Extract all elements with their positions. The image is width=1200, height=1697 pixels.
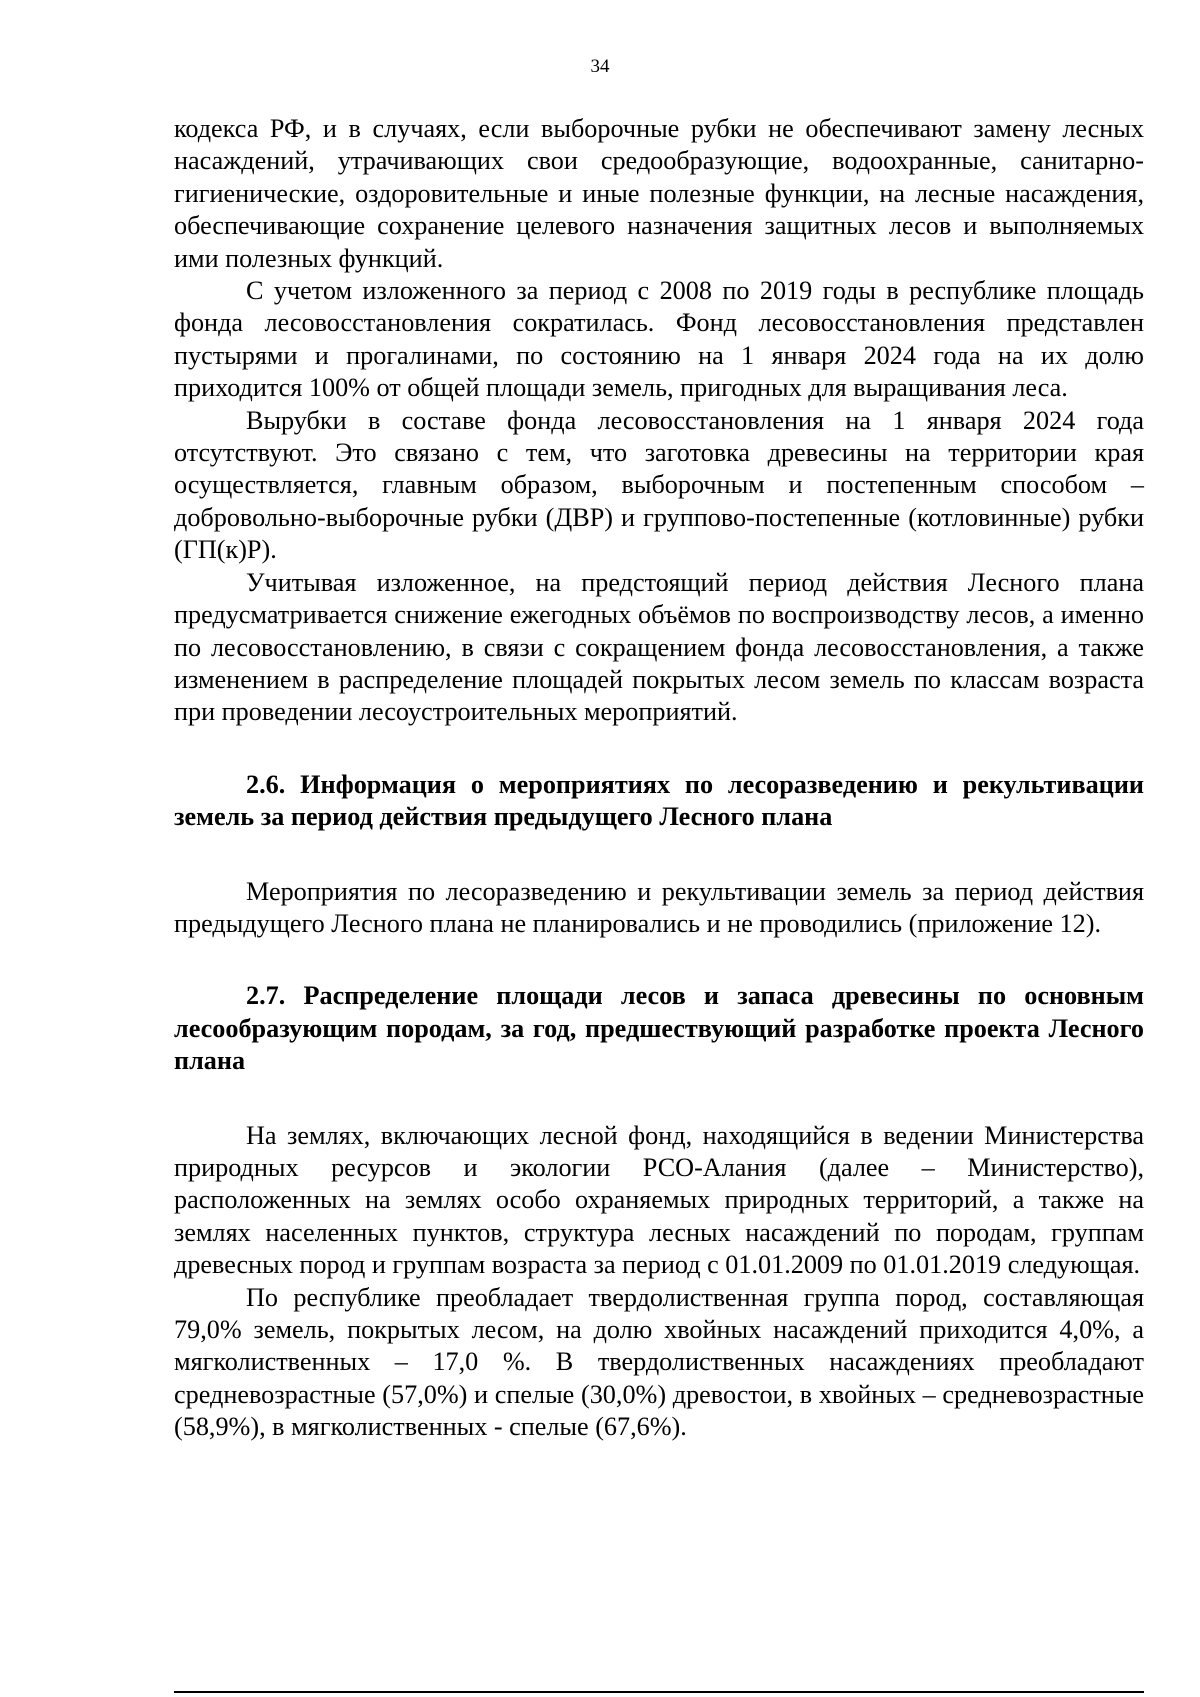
section-heading-2-6: 2.6. Информация о мероприятиях по лесоразведению и рекультивации земель за период действия предыдущего Лесного плана [174, 769, 1144, 832]
spacer [174, 729, 1144, 769]
paragraph-planned-reduction: Учитывая изложенное, на предстоящий период действия Лесного плана предусматривается снижение ежегодных объёмов по воспроизводству лесов, а именно по лесовосстановлению, в связи с сокращением фонда лесовосстановления, а также изменением в распределение площадей покрытых лесом земель по классам возраста при проведении лесоустроительных мероприятий. [174, 567, 1144, 727]
paragraph-afforestation: Мероприятия по лесоразведению и рекультивации земель за период действия предыдущего Лесного плана не планировались и не проводились (приложение 12). [174, 876, 1144, 938]
spacer [174, 834, 1144, 876]
section-heading-2-7: 2.7. Распределение площади лесов и запаса древесины по основным лесообразующим породам, за год, предшествующий разработке проекта Лесного плана [174, 981, 1144, 1076]
paragraph-reforestation-fund: С учетом изложенного за период с 2008 по 2019 годы в республике площадь фонда лесовосстановления сократилась. Фонд лесовосстановления представлен пустырями и прогалинами, по состоянию на 1 января 2024 года на их долю приходится 100% от общей площади земель, пригодных для выращивания леса. [174, 276, 1144, 403]
paragraph-clearings: Вырубки в составе фонда лесовосстановления на 1 января 2024 года отсутствуют. Это связано с тем, что заготовка древесины на территории края осуществляется, главным образом, выборочным и постепенным способом – добровольно-выборочные рубки (ДВР) и группово-постепенные (котловинные) рубки (ГП(к)Р). [174, 405, 1144, 565]
paragraph-forest-structure: На землях, включающих лесной фонд, находящийся в ведении Министерства природных ресурсов и экологии РСО-Алания (далее – Министерство), расположенных на землях особо охраняемых природных территорий, а также на землях населенных пунктов, структура лесных насаждений по породам, группам древесных пород и группам возраста за период с 01.01.2009 по 01.01.2019 следующая. [174, 1120, 1144, 1280]
spacer [174, 940, 1144, 980]
document-body [174, 113, 1144, 1444]
spacer [174, 1078, 1144, 1120]
paragraph-species-shares: По республике преобладает твердолиственная группа пород, составляющая 79,0% земель, покрытых лесом, на долю хвойных насаждений приходится 4,0%, а мягколиственных – 17,0 %. В твердолиственных насаждениях преобладают средневозрастные (57,0%) и спелые (30,0%) древостои, в хвойных – средневозрастные (58,9%), в мягколиственных - спелые (67,6%). [174, 1282, 1144, 1442]
page-number: 34 [590, 56, 610, 77]
paragraph-continuation: кодекса РФ, и в случаях, если выборочные рубки не обеспечивают замену лесных насаждений, утрачивающих свои средообразующие, водоохранные, санитарно-гигиенические, оздоровительные и иные полезные функции, на лесные насаждения, обеспечивающие сохранение целевого назначения защитных лесов и выполняемых ими полезных функций. [174, 114, 1144, 273]
footer-rule [174, 1691, 1144, 1693]
